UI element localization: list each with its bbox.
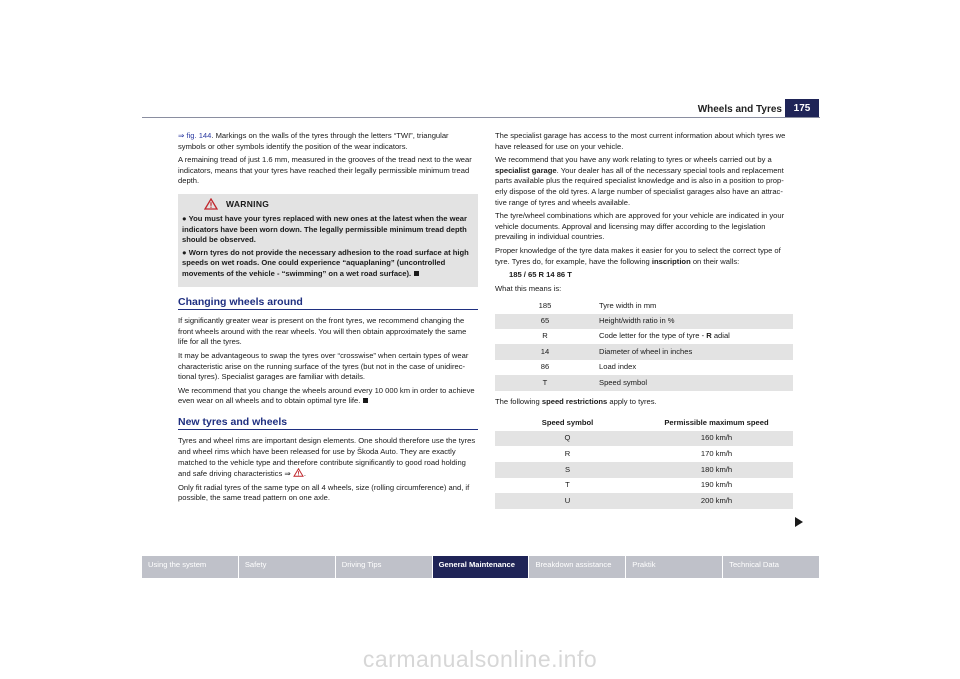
right-paragraph: Proper knowledge of the tyre data makes it easier for you to select the correct type of tyre. Tyres do, for example, have the following inscription on their walls: xyxy=(495,245,781,266)
right-column xyxy=(495,131,795,509)
meaning-label: What this means is: xyxy=(495,283,562,293)
warning-title: WARNING xyxy=(226,198,270,209)
tyre-code-table xyxy=(495,298,793,390)
nav-tab-driving-tips[interactable]: Driving Tips xyxy=(336,556,432,578)
warning-triangle-icon[interactable] xyxy=(293,468,304,477)
nav-tab-technical-data[interactable]: Technical Data xyxy=(723,556,819,578)
table-row: Q 160 km/h xyxy=(495,431,793,447)
new-tyres-paragraph: Only fit radial tyres of the same type on all 4 wheels, size (rolling circumference) and, if possible, the same tread pattern on one axle. xyxy=(178,482,470,503)
speed-intro: The following speed restrictions apply to tyres. xyxy=(495,396,657,406)
next-page-arrow-icon[interactable] xyxy=(795,517,803,527)
table-row: T 190 km/h xyxy=(565,480,733,490)
warning-item: ● You must have your tyres replaced with new ones at the latest when the wear indicators have been worn down. The legally permissible minimum tread depth should be observed. xyxy=(182,213,467,245)
nav-tab-breakdown-assistance[interactable]: Breakdown assistance xyxy=(529,556,625,578)
right-paragraph: The specialist garage has access to the most current information about which tyres we have released for use on your vehicle. xyxy=(495,131,786,151)
changing-paragraph: If significantly greater wear is present on the front tyres, we recommend changing the front wheels around with the rear wheels. You will then obtain approximately the same life for all the tyres. xyxy=(178,316,467,347)
left-column xyxy=(178,131,478,507)
nav-tab-using-system[interactable]: Using the system xyxy=(142,556,238,578)
watermark: carmanualsonline.info xyxy=(362,646,598,672)
fig-144-link[interactable]: ⇒ fig. 144 xyxy=(178,131,212,140)
nav-tab-praktik[interactable]: Praktik xyxy=(626,556,722,578)
warning-box xyxy=(178,194,478,287)
header-rule xyxy=(142,117,820,118)
table-row: R 170 km/h xyxy=(564,448,733,458)
page-number: 175 xyxy=(785,99,819,118)
end-mark-icon xyxy=(363,398,368,403)
right-paragraph: The tyre/wheel combinations which are approved for your vehicle are indicated in your vehicle documents. Approval and licensing may differ according to the legislation prevailing in individual countries. xyxy=(495,211,785,242)
changing-paragraph: It may be advantageous to swap the tyres over “crosswise” when certain types of wear characteristic arise on the running surface of the tyres (but not in the case of unidirec- tional tyres). Specialist garages are familiar with details. xyxy=(178,350,469,382)
nav-tab-general-maintenance[interactable]: General Maintenance xyxy=(433,556,529,578)
heading-changing-wheels: Changing wheels around xyxy=(178,297,478,311)
end-mark-icon xyxy=(414,271,419,276)
fig-ref-paragraph: ⇒ fig. 144. Markings on the walls of the tyres through the letters “TWI”, triangular symbols or other symbols identify the position of the wear indicators. xyxy=(178,131,449,151)
speed-table xyxy=(495,415,793,509)
warning-triangle-icon xyxy=(204,198,218,210)
table-row: T Speed symbol xyxy=(495,375,793,390)
table-row: 14 Diameter of wheel in inches xyxy=(495,344,793,359)
new-tyres-paragraph: Tyres and wheel rims are important design elements. One should therefore use the tyres and wheel rims which have been released for use by Škoda Auto. They are exactly matched to the vehicle type and therefore contribute significantly to good road holding and safe driving characteristics ⇒ . xyxy=(178,436,476,479)
table-row: R Code letter for the type of tyre - R adial xyxy=(542,331,730,341)
nav-tab-safety[interactable]: Safety xyxy=(239,556,335,578)
table-row: U 200 km/h xyxy=(495,493,793,509)
tread-depth-paragraph: A remaining tread of just 1.6 mm, measured in the grooves of the tread next to the wear indicators, means that your tyres have reached their legally permissible minimum tread depth. xyxy=(178,155,472,186)
tyre-inscription: 185 / 65 R 14 86 T xyxy=(509,270,572,280)
changing-paragraph: We recommend that you change the wheels around every 10 000 km in order to achieve even wear on all wheels and to obtain optimal tyre life. xyxy=(178,385,475,406)
page-header-title: Wheels and Tyres xyxy=(697,104,782,115)
table-row: 86 Load index xyxy=(540,362,637,372)
warning-item: ● Worn tyres do not provide the necessary adhesion to the road surface at high speeds on wet roads. One could experience “aquaplaning” (uncontrolled movements of the vehicle - “swimming” on a wet road surface). xyxy=(182,247,469,278)
table-row: 185 Tyre width in mm xyxy=(538,300,657,310)
table-header-row: Speed symbol Permissible maximum speed xyxy=(541,417,769,427)
table-row: S 180 km/h xyxy=(495,462,793,478)
chapter-nav xyxy=(142,556,820,578)
right-paragraph: We recommend that you have any work relating to tyres or wheels carried out by a specialist garage. Your dealer has all of the necessary special tools and replacement parts available plus the required specialist knowledge and is also in a position to prop- erly dispose of the old tyres. A large number of specialist garages also have an attrac- tive range of tyres and wheels available. xyxy=(495,155,784,207)
table-row: 65 Height/width ratio in % xyxy=(495,314,793,329)
heading-new-tyres: New tyres and wheels xyxy=(178,417,478,431)
